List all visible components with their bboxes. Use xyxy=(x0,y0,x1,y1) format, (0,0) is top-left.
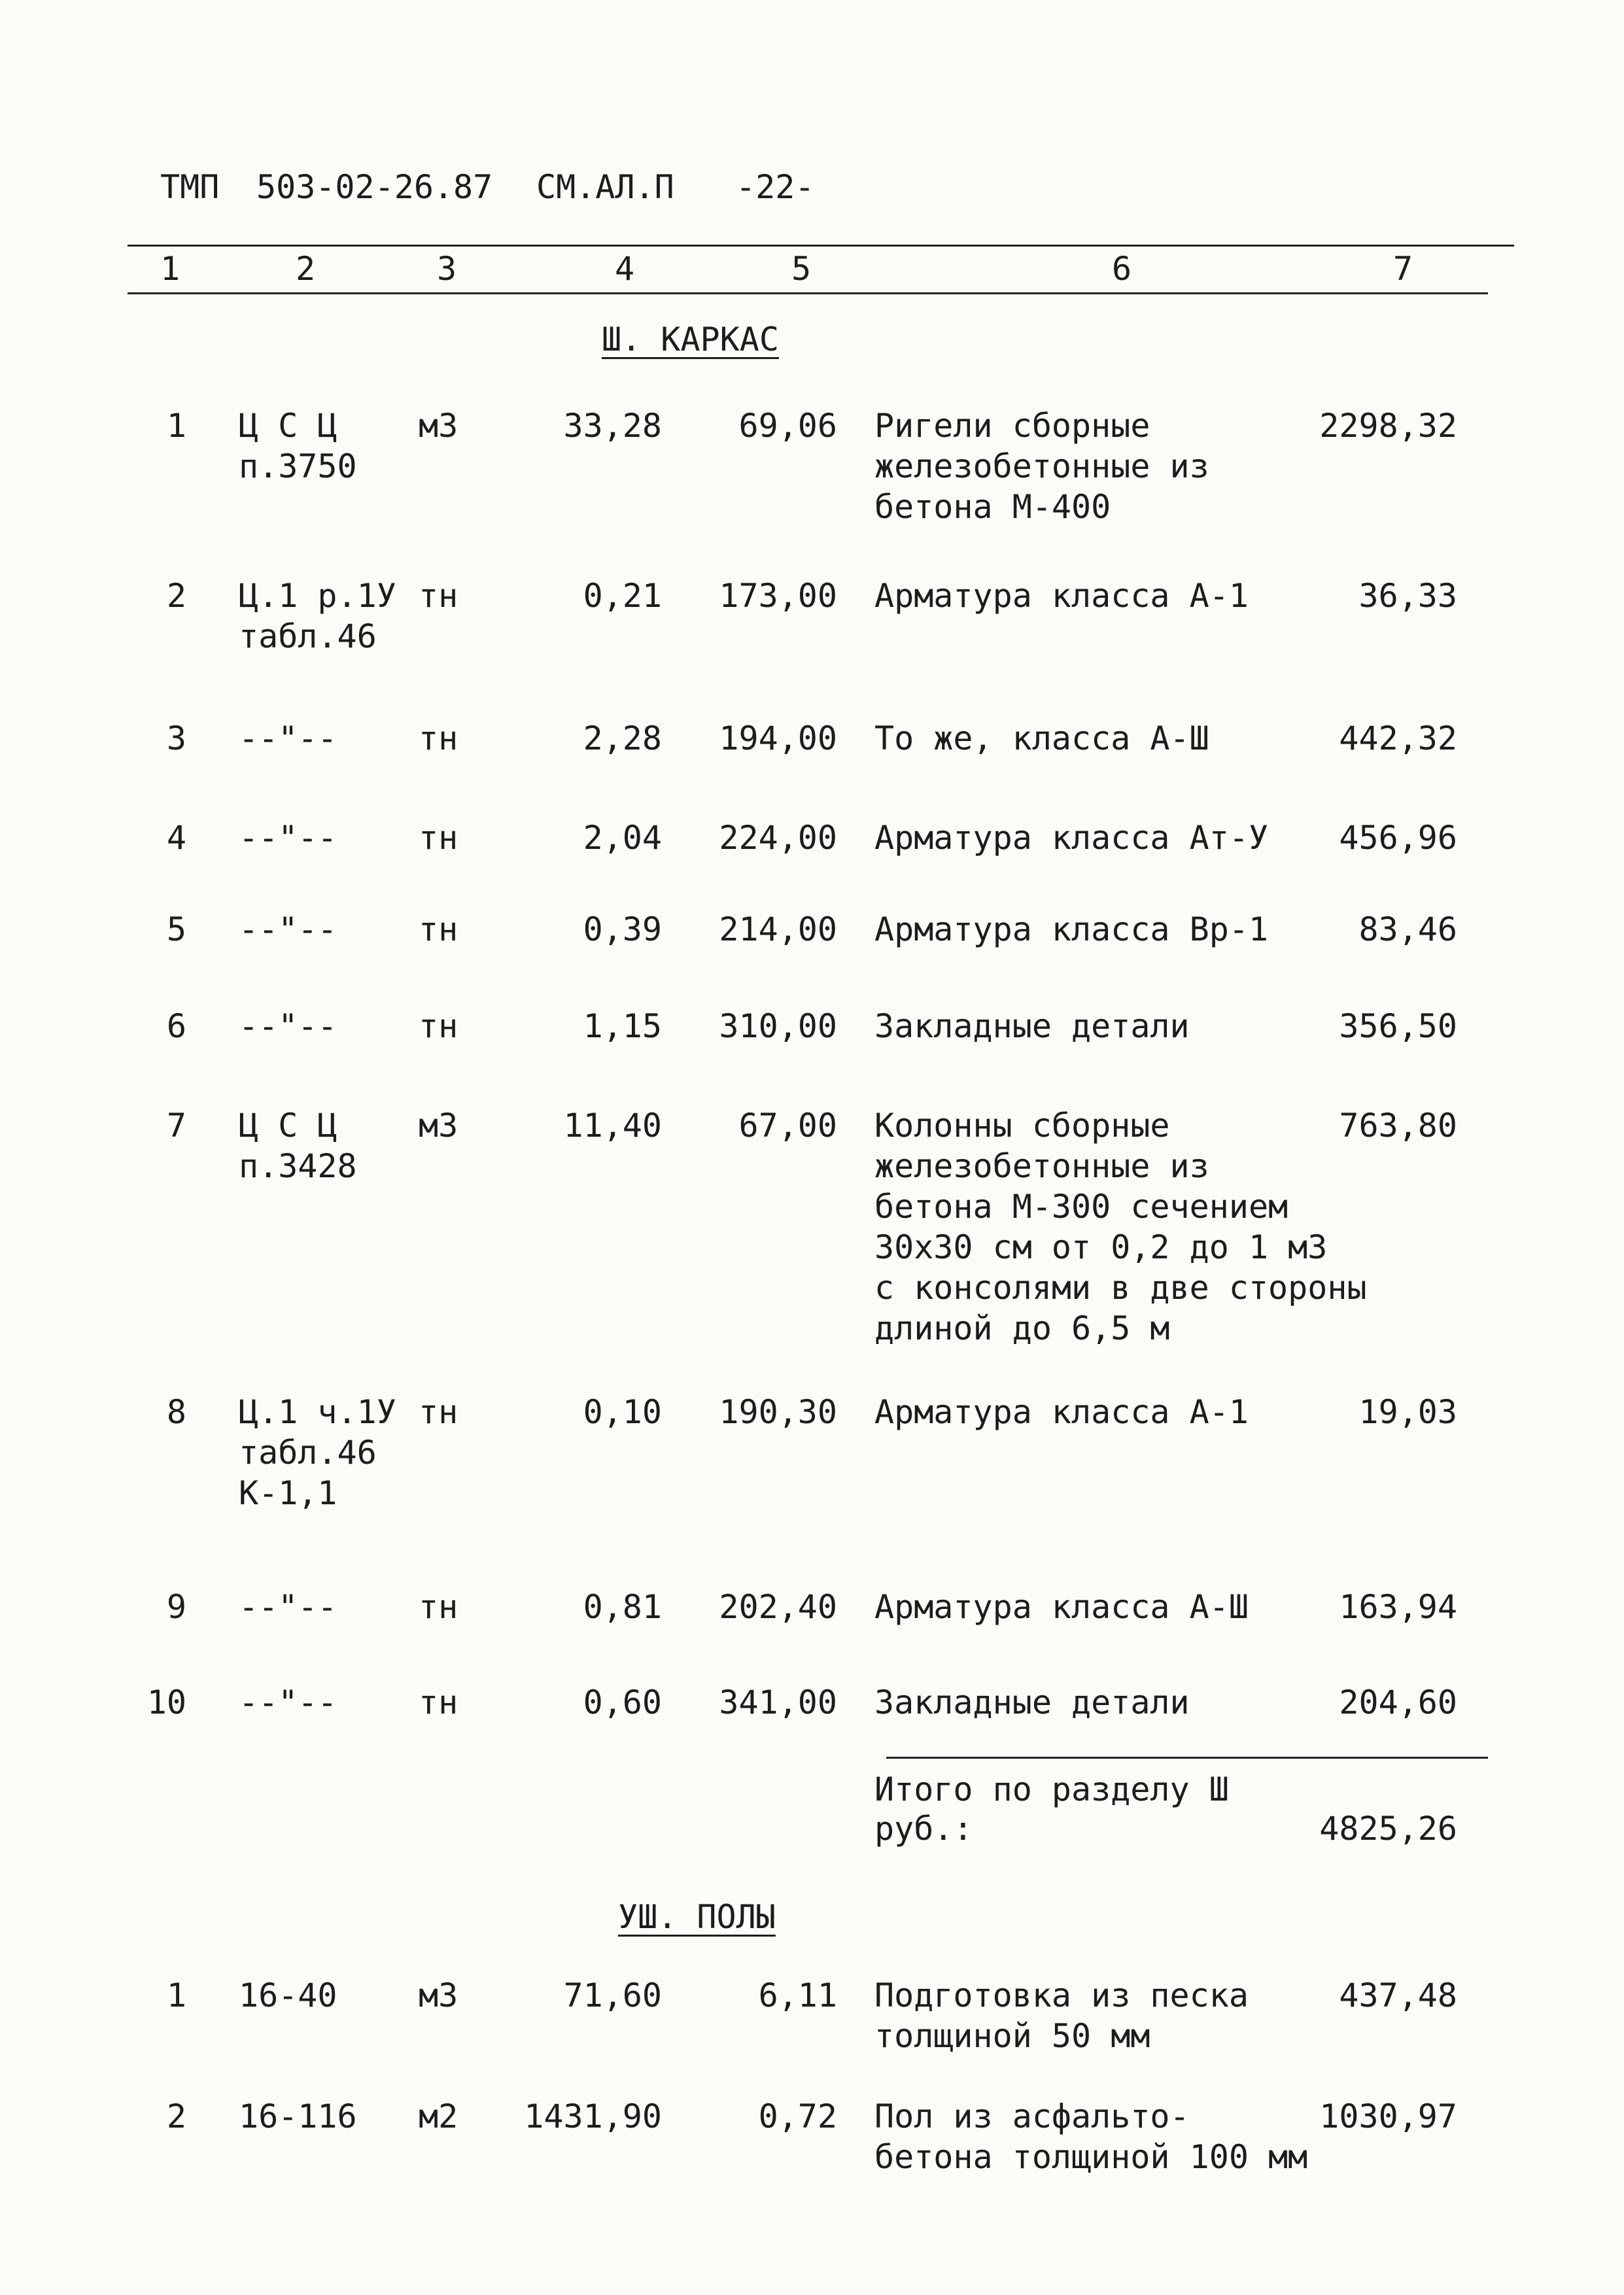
row-number: 5 xyxy=(166,910,186,948)
row-number: 1 xyxy=(166,1976,186,2014)
row-description: Арматура класса А-Ш xyxy=(874,1588,1249,1626)
row-description: Арматура класса Вр-1 xyxy=(874,910,1269,948)
subtotal-value: 4825,26 xyxy=(1319,1810,1457,1848)
col-header-5: 5 xyxy=(791,250,812,288)
col-header-3: 3 xyxy=(437,250,457,288)
section-title-floors: УШ. ПОЛЫ xyxy=(618,1898,776,1936)
row-price: 0,72 xyxy=(758,2097,837,2135)
row-price: 214,00 xyxy=(719,910,837,948)
row-total: 456,96 xyxy=(1339,819,1457,857)
row-code: табл.46 xyxy=(239,617,377,655)
row-number: 6 xyxy=(166,1007,186,1045)
row-quantity: 0,10 xyxy=(583,1393,662,1431)
row-total: 204,60 xyxy=(1339,1683,1457,1721)
row-price: 67,00 xyxy=(738,1107,837,1145)
row-price: 202,40 xyxy=(719,1588,837,1626)
row-price: 190,30 xyxy=(719,1393,837,1431)
row-description: толщиной 50 мм xyxy=(874,2017,1150,2055)
row-code: 16-40 xyxy=(239,1976,337,2014)
row-code: --"-- xyxy=(239,819,337,857)
row-code: табл.46 xyxy=(239,1434,377,1472)
row-total: 442,32 xyxy=(1339,719,1457,757)
row-code: К-1,1 xyxy=(239,1474,337,1512)
row-unit: тн xyxy=(419,1007,458,1045)
page-number: -22- xyxy=(736,168,815,206)
row-number: 3 xyxy=(166,719,186,757)
row-total: 356,50 xyxy=(1339,1007,1457,1045)
row-description: бетона М-400 xyxy=(874,488,1111,526)
row-description: железобетонные из xyxy=(874,447,1209,485)
row-total: 36,33 xyxy=(1358,577,1457,615)
row-number: 10 xyxy=(147,1683,186,1721)
row-code: Ц.1 р.1У xyxy=(239,577,396,615)
row-total: 83,46 xyxy=(1358,910,1457,948)
row-description: бетона толщиной 100 мм xyxy=(874,2138,1308,2176)
row-price: 194,00 xyxy=(719,719,837,757)
row-quantity: 71,60 xyxy=(563,1976,662,2014)
row-price: 6,11 xyxy=(758,1976,837,2014)
row-unit: тн xyxy=(419,1393,458,1431)
col-header-2: 2 xyxy=(296,250,316,288)
row-total: 437,48 xyxy=(1339,1976,1457,2014)
col-header-7: 7 xyxy=(1393,250,1413,288)
row-number: 2 xyxy=(166,577,186,615)
row-unit: м2 xyxy=(419,2097,458,2135)
row-code: --"-- xyxy=(239,1007,337,1045)
row-quantity: 0,81 xyxy=(583,1588,662,1626)
row-number: 2 xyxy=(166,2097,186,2135)
row-quantity: 2,04 xyxy=(583,819,662,857)
subtotal-label-line2: руб.: xyxy=(874,1810,973,1848)
row-description: Закладные детали xyxy=(874,1007,1190,1045)
row-quantity: 33,28 xyxy=(563,407,662,445)
table-top-rule xyxy=(128,245,1514,247)
row-code: Ц С Ц xyxy=(239,407,337,445)
row-price: 173,00 xyxy=(719,577,837,615)
col-header-6: 6 xyxy=(1112,250,1132,288)
row-number: 1 xyxy=(166,407,186,445)
row-total: 763,80 xyxy=(1339,1107,1457,1145)
section-title-frame: Ш. КАРКАС xyxy=(602,320,779,358)
row-unit: м3 xyxy=(419,1107,458,1145)
row-unit: тн xyxy=(419,1588,458,1626)
col-header-1: 1 xyxy=(160,250,181,288)
doc-code: ТМП xyxy=(160,168,220,206)
row-unit: тн xyxy=(419,719,458,757)
row-quantity: 11,40 xyxy=(563,1107,662,1145)
row-description: Арматура класса А-1 xyxy=(874,577,1249,615)
row-number: 9 xyxy=(166,1588,186,1626)
row-code: п.3750 xyxy=(239,447,357,485)
row-unit: тн xyxy=(419,910,458,948)
row-unit: тн xyxy=(419,1683,458,1721)
row-description: Арматура класса А-1 xyxy=(874,1393,1249,1431)
row-description: Подготовка из песка xyxy=(874,1976,1249,2014)
row-code: Ц.1 ч.1У xyxy=(239,1393,396,1431)
col-header-4: 4 xyxy=(615,250,635,288)
row-code: --"-- xyxy=(239,1683,337,1721)
row-price: 310,00 xyxy=(719,1007,837,1045)
row-price: 341,00 xyxy=(719,1683,837,1721)
subtotal-label-line1: Итого по разделу Ш xyxy=(874,1770,1229,1808)
row-description: Арматура класса Ат-У xyxy=(874,819,1269,857)
row-unit: м3 xyxy=(419,1976,458,2014)
row-code: --"-- xyxy=(239,1588,337,1626)
row-quantity: 1431,90 xyxy=(524,2097,662,2135)
row-quantity: 0,21 xyxy=(583,577,662,615)
row-description: с консолями в две стороны xyxy=(874,1269,1367,1307)
row-description: 30х30 см от 0,2 до 1 м3 xyxy=(874,1228,1328,1266)
row-unit: м3 xyxy=(419,407,458,445)
row-quantity: 2,28 xyxy=(583,719,662,757)
row-total: 2298,32 xyxy=(1319,407,1457,445)
row-quantity: 0,39 xyxy=(583,910,662,948)
row-description: Ригели сборные xyxy=(874,407,1150,445)
row-number: 4 xyxy=(166,819,186,857)
row-quantity: 0,60 xyxy=(583,1683,662,1721)
row-description: бетона М-300 сечением xyxy=(874,1188,1288,1226)
row-price: 69,06 xyxy=(738,407,837,445)
row-price: 224,00 xyxy=(719,819,837,857)
row-quantity: 1,15 xyxy=(583,1007,662,1045)
row-code: --"-- xyxy=(239,719,337,757)
row-total: 163,94 xyxy=(1339,1588,1457,1626)
row-description: То же, класса А-Ш xyxy=(874,719,1209,757)
row-description: Колонны сборные xyxy=(874,1107,1170,1145)
row-description: Пол из асфальто- xyxy=(874,2097,1190,2135)
row-description: железобетонные из xyxy=(874,1147,1209,1185)
row-code: 16-116 xyxy=(239,2097,357,2135)
row-unit: тн xyxy=(419,819,458,857)
row-code: Ц С Ц xyxy=(239,1107,337,1145)
doc-sheet: СМ.АЛ.П xyxy=(536,168,674,206)
doc-number: 503-02-26.87 xyxy=(256,168,493,206)
row-unit: тн xyxy=(419,577,458,615)
row-number: 8 xyxy=(166,1393,186,1431)
row-number: 7 xyxy=(166,1107,186,1145)
row-description: Закладные детали xyxy=(874,1683,1190,1721)
row-description: длиной до 6,5 м xyxy=(874,1309,1170,1347)
row-total: 19,03 xyxy=(1358,1393,1457,1431)
row-total: 1030,97 xyxy=(1319,2097,1457,2135)
subtotal-rule xyxy=(886,1757,1488,1759)
table-header-rule xyxy=(128,292,1488,294)
row-code: --"-- xyxy=(239,910,337,948)
row-code: п.3428 xyxy=(239,1147,357,1185)
